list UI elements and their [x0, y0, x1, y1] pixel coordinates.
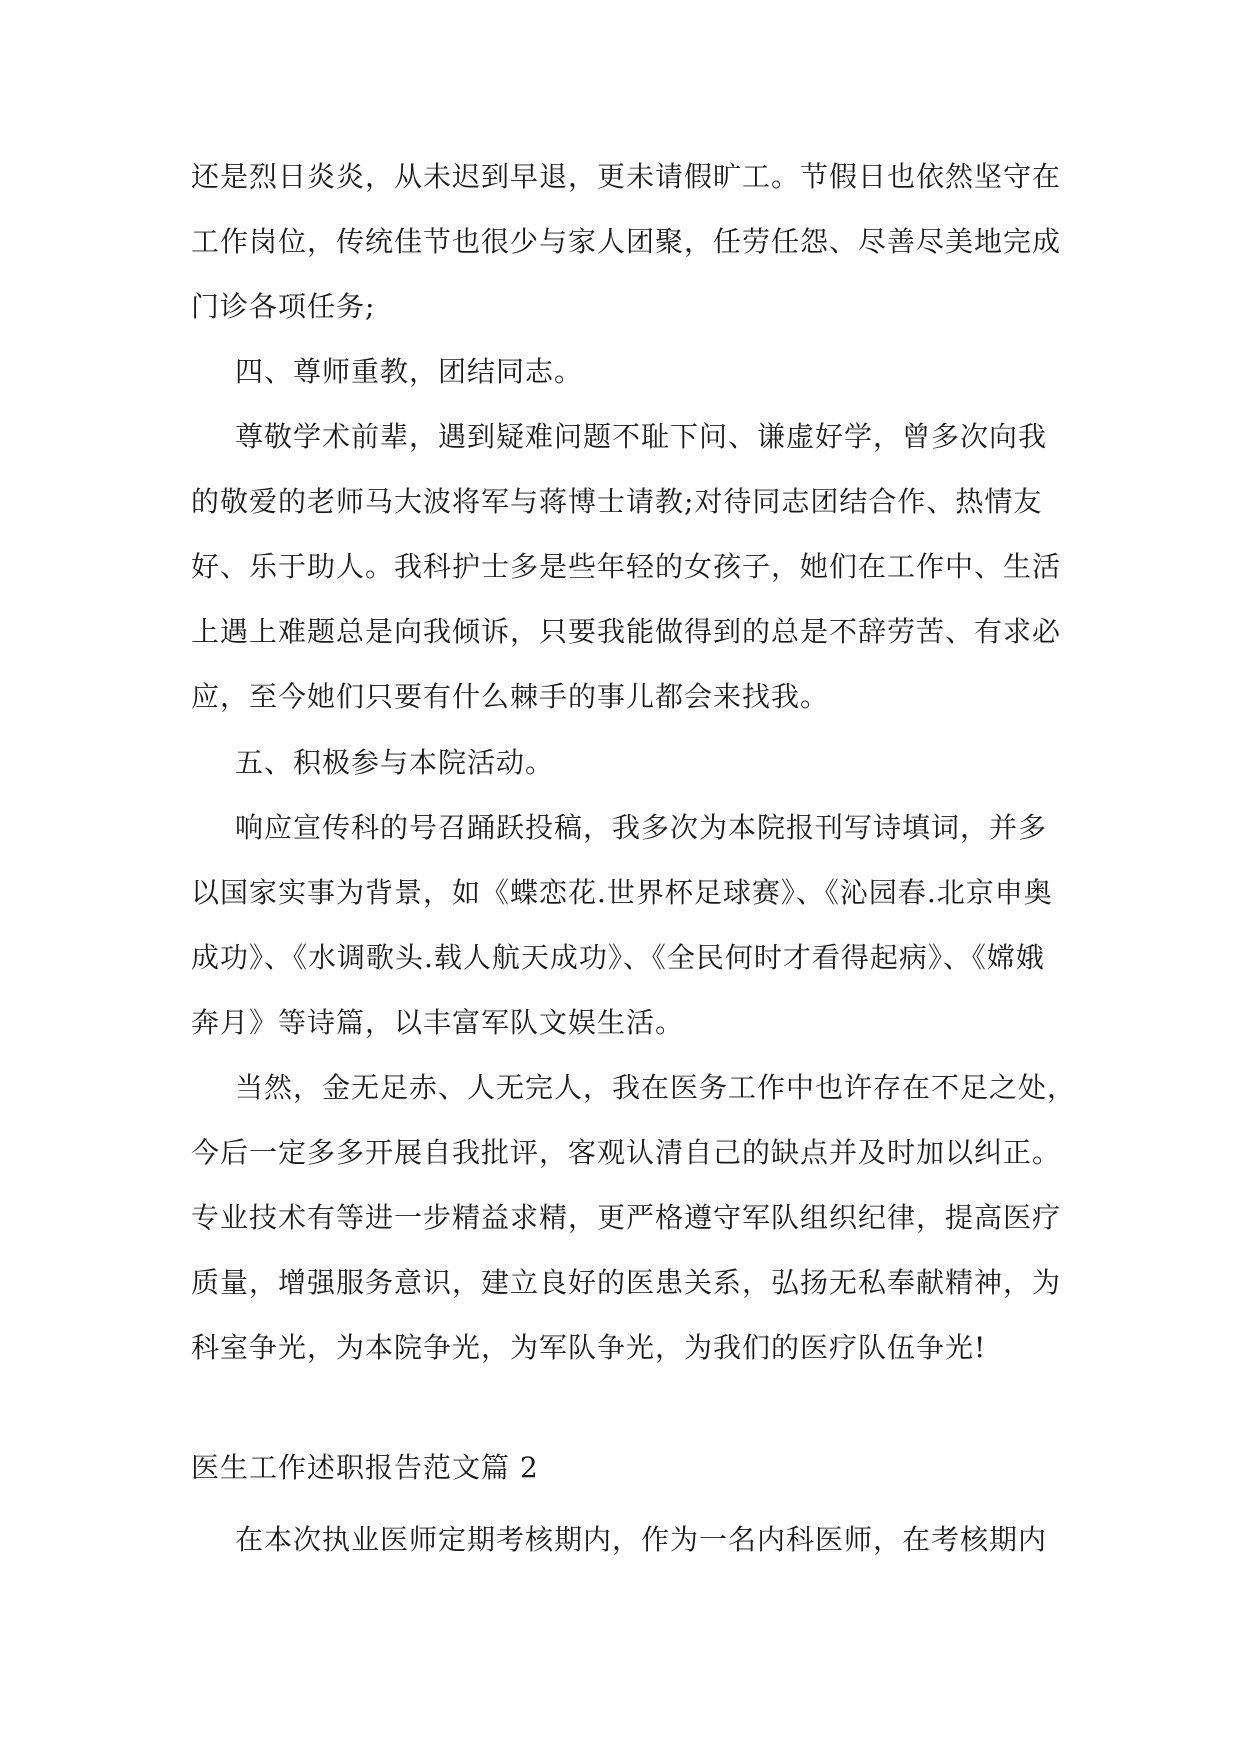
text-line: 成功》、《水调歌头.载人航天成功》、《全民何时才看得起病》、《嫦娥 — [191, 941, 1045, 974]
article-two-intro — [191, 1507, 1057, 1572]
text-line: 在本次执业医师定期考核期内，作为一名内科医师，在考核期内 — [235, 1523, 1048, 1556]
section-four-heading — [191, 339, 1101, 404]
text-line: 科室争光，为本院争光，为军队争光，为我们的医疗队伍争光! — [191, 1331, 987, 1364]
text-line: 上遇上难题总是向我倾诉，只要我能做得到的总是不辞劳苦、有求必 — [191, 615, 1062, 648]
section-heading-text: 五、积极参与本院活动。 — [235, 746, 555, 779]
text-line: 的敬爱的老师马大波将军与蒋博士请教;对待同志团结合作、热情友 — [191, 485, 1043, 518]
text-line: 奔月》等诗篇，以丰富军队文娱生活。 — [191, 1006, 685, 1039]
text-line: 质量，增强服务意识，建立良好的医患关系，弘扬无私奉献精神，为 — [191, 1266, 1062, 1299]
section-five-heading — [191, 730, 1101, 795]
paragraph-continuation — [191, 144, 1062, 339]
text-line: 以国家实事为背景，如《蝶恋花.世界杯足球赛》、《沁园春.北京申奥 — [191, 876, 1053, 909]
text-line: 好、乐于助人。我科护士多是些年轻的女孩子，她们在工作中、生活 — [191, 550, 1062, 583]
text-line: 还是烈日炎炎，从未迟到早退，更未请假旷工。节假日也依然坚守在 — [191, 160, 1062, 193]
text-line: 专业技术有等进一步精益求精，更严格遵守军队组织纪律，提高医疗 — [191, 1201, 1062, 1234]
article-two-title: 医生工作述职报告范文篇 2 — [191, 1451, 539, 1484]
text-line: 应，至今她们只要有什么棘手的事儿都会来找我。 — [191, 680, 830, 713]
text-line: 门诊各项任务; — [191, 290, 376, 323]
section-five-body — [191, 795, 1057, 1055]
text-line: 当然，金无足赤、人无完人，我在医务工作中也许存在不足之处， — [235, 1071, 1077, 1104]
section-heading-text: 四、尊师重教，团结同志。 — [235, 355, 584, 388]
conclusion-paragraph — [191, 1055, 1077, 1380]
text-line: 今后一定多多开展自我批评，客观认清自己的缺点并及时加以纠正。 — [191, 1136, 1062, 1169]
text-line: 工作岗位，传统佳节也很少与家人团聚，任劳任怨、尽善尽美地完成 — [191, 225, 1062, 258]
section-four-body — [191, 404, 1062, 729]
text-line: 响应宣传科的号召踊跃投稿，我多次为本院报刊写诗填词，并多 — [235, 811, 1048, 844]
text-line: 尊敬学术前辈，遇到疑难问题不耻下问、谦虚好学，曾多次向我 — [235, 420, 1048, 453]
